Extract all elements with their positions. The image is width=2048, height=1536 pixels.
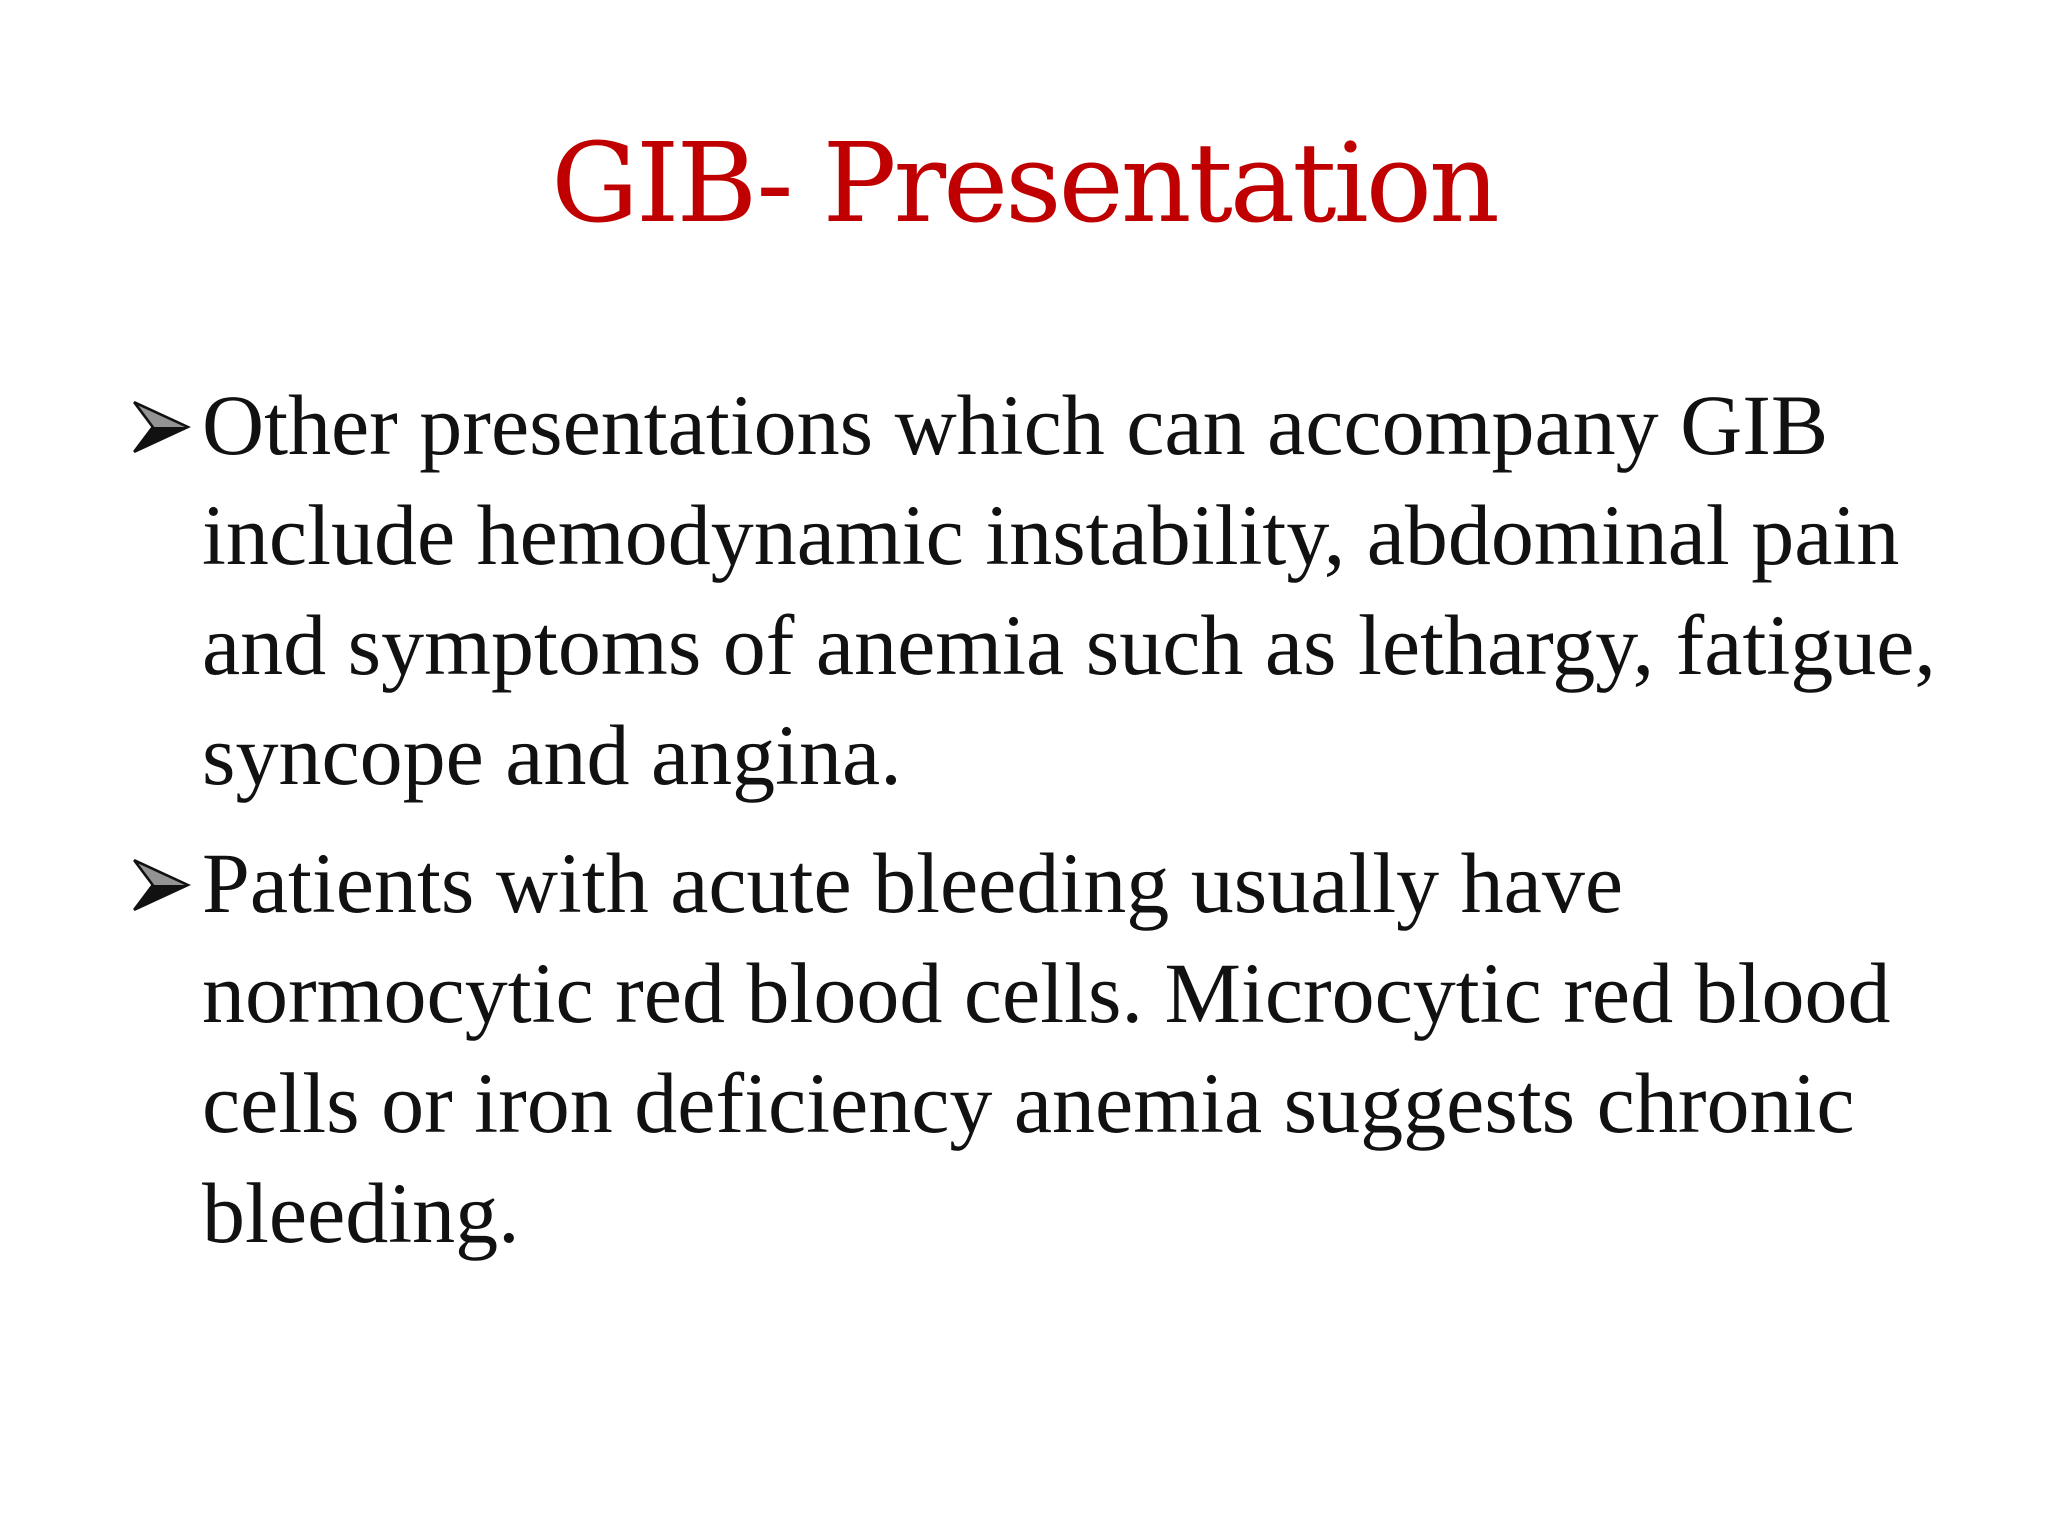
bullet-item <box>130 370 1960 810</box>
bullet-list <box>130 370 1960 1268</box>
bullet-item <box>130 828 1960 1268</box>
arrowhead-bullet-icon <box>130 396 192 458</box>
slide-title: GIB- Presentation <box>551 119 1497 247</box>
bullet-text: Patients with acute bleeding usually have normocytic red blood cells. Microcytic red blood cells or iron deficiency anemia suggests chronic bleeding. <box>202 835 1891 1261</box>
bullet-text: Other presentations which can accompany GIB include hemodynamic instability, abdominal pain and symptoms of anemia such as lethargy, fatigue, syncope and angina. <box>202 377 1936 803</box>
arrowhead-bullet-icon <box>130 854 192 916</box>
